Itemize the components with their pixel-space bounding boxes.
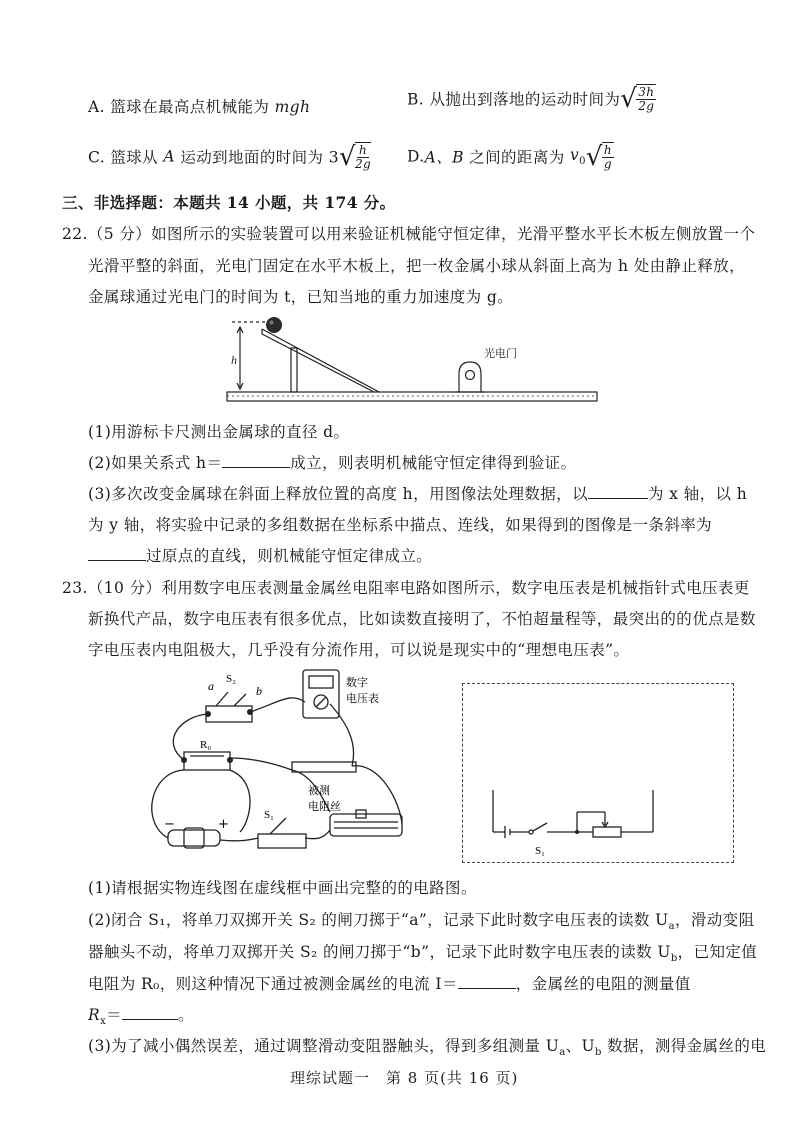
option-b: B. 从抛出到落地的运动时间为 √ $\frac{3h}{2g}$ — [407, 83, 655, 114]
incline-bottom — [262, 334, 374, 392]
incline-support — [291, 348, 297, 392]
wire — [230, 758, 292, 770]
q22-line3: 金属球通过光电门的时间为 t，已知当地的重力加速度为 g。 — [88, 288, 514, 306]
switch-terminal — [529, 830, 533, 834]
switch-s2-base — [206, 706, 252, 722]
answer-blank[interactable] — [458, 974, 516, 989]
q22-part2: (2)如果关系式 h＝ 成立，则表明机械能守恒定律得到验证。 — [88, 454, 577, 472]
q23-part2-line1: (2)闭合 S₁，将单刀双掷开关 S₂ 的闸刀掷于“a”，记录下此时数字电压表的读数 $U_a$，滑动变阻 — [88, 911, 755, 933]
q22-part3-line1: (3)多次改变金属球在斜面上释放位置的高度 h，用图像法处理数据，以 为 x 轴，以 h — [88, 485, 748, 503]
wire — [330, 704, 354, 766]
answer-blank[interactable] — [122, 1005, 178, 1020]
rheostat-symbol — [593, 827, 621, 837]
wire — [352, 766, 402, 824]
photogate-sensor — [466, 371, 475, 380]
battery — [168, 830, 220, 846]
metal-ball — [266, 317, 282, 333]
q22-part1: (1)用游标卡尺测出金属球的直径 d。 — [88, 423, 350, 441]
measured-wire-board — [292, 762, 356, 772]
section-title: 三、非选择题：本题共 14 小题，共 174 分。 — [62, 193, 396, 212]
q23-part1: (1)请根据实物连线图在虚线框中画出完整的的电路图。 — [88, 879, 477, 897]
q23-part3: (3)为了减小偶然误差，通过调整滑动变阻器触头，得到多组测量 $U_a$、$U_b$ 数据，测得金属丝的电 — [88, 1037, 767, 1059]
label-s1: S₁ — [264, 809, 274, 821]
q23-part2-line3: 电阻为 R₀，则这种情况下通过被测金属丝的电流 I＝ ，金属丝的电阻的测量值 — [88, 975, 691, 993]
q23-part2-line2: 器触头不动，将单刀双掷开关 S₂ 的闸刀掷于“b”，记录下此时数字电压表的读数 $U_b$，已知定值 — [88, 943, 758, 965]
incline-top — [262, 329, 379, 392]
photogate-body — [459, 362, 481, 392]
switch-s1-base — [258, 834, 306, 848]
page-footer: 理综试题一 第 8 页(共 16 页) — [290, 1069, 519, 1087]
box-label-s1: S₁ — [535, 845, 545, 857]
fig-label-h: h — [231, 353, 237, 367]
label-s2: S₂ — [226, 673, 236, 685]
long-board — [227, 392, 597, 401]
label-wire-2: 电阻丝 — [308, 800, 341, 813]
q23-line1: 23.（10 分）利用数字电压表测量金属丝电阻率电路如图所示，数字电压表是机械指针式电压表更 — [62, 579, 750, 597]
option-a: A. 篮球在最高点机械能为 mgh — [88, 98, 311, 116]
wire — [220, 838, 258, 841]
q22-line1: 22.（5 分）如图所示的实验装置可以用来验证机械能守恒定律，光滑平整水平长木板左侧放置一个 — [62, 225, 756, 243]
wire — [250, 698, 305, 712]
answer-blank[interactable] — [588, 484, 648, 499]
wire — [230, 770, 250, 832]
q22-part3-line2: 为 y 轴，将实验中记录的多组数据在坐标系中描点、连线，如果得到的图像是一条斜率为 — [88, 516, 713, 534]
switch-s2-blade — [216, 692, 228, 706]
label-wire-1: 被测 — [308, 784, 330, 797]
q22-part3-line3: 过原点的直线，则机械能守恒定律成立。 — [88, 544, 432, 566]
label-minus: − — [164, 817, 175, 832]
answer-blank[interactable] — [88, 546, 146, 561]
q22-figure — [222, 308, 602, 413]
q23-circuit-photo — [140, 662, 440, 862]
wire — [173, 714, 208, 760]
partial-circuit-diagram — [485, 790, 665, 860]
q22-line2: 光滑平整的斜面，光电门固定在水平木板上，把一枚金属小球从斜面上高为 h 处由静止释放， — [88, 257, 746, 275]
option-d: D.A、B 之间的距离为 $v_0$ √ $\frac{h}{g}$ — [407, 141, 613, 172]
label-a: a — [208, 679, 214, 693]
fig-label-photogate: 光电门 — [484, 347, 517, 360]
answer-blank[interactable] — [222, 453, 290, 468]
q23-line2: 新换代产品，数字电压表有很多优点，比如读数直接明了，不怕超量程等，最突出的的优点是数 — [88, 610, 756, 628]
label-r0: R₀ — [200, 739, 212, 751]
wire — [305, 830, 330, 839]
q23-line3: 字电压表内电阻极大，几乎没有分流作用，可以说是现实中的“理想电压表”。 — [88, 641, 630, 659]
label-plus: + — [218, 817, 229, 832]
label-b: b — [256, 684, 262, 698]
option-c: C. 篮球从 A 运动到地面的时间为 3 √ $\frac{h}{2g}$ — [88, 141, 372, 172]
label-meter-1: 数字 — [346, 676, 368, 689]
switch-s1-blade — [533, 823, 547, 831]
label-meter-2: 电压表 — [346, 692, 379, 705]
resistor-r0 — [184, 752, 230, 770]
q23-part2-line4: $R_x=$ 。 — [88, 1006, 194, 1028]
